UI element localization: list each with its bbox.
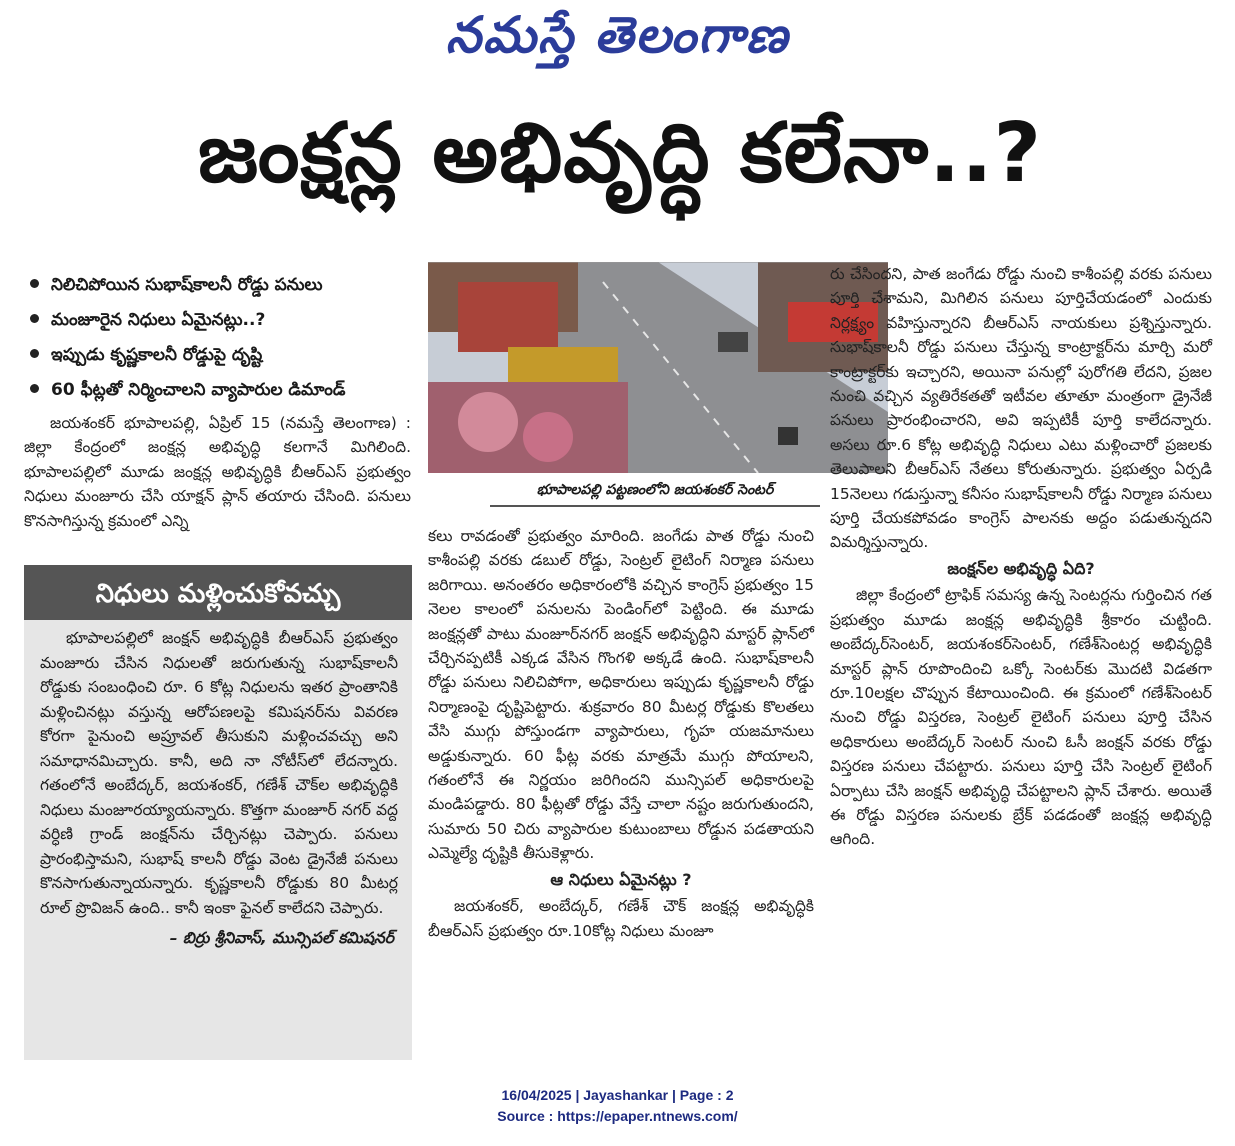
bullet-text: 60 ఫీట్లతో నిర్మించాలని వ్యాపారుల డిమాండ్ [51, 380, 346, 400]
page-footer [0, 1085, 1235, 1127]
photo-caption: భూపాలపల్లి పట్టణంలోని జయశంకర్ సెంటర్ [490, 482, 820, 507]
article-column-3 [830, 262, 1212, 852]
article-paragraph: రు చేసిందని, పాత జంగేడు రోడ్డు నుంచి కాశీంపల్లి వరకు పనులు పూర్తి చేశామని, మిగిలిన పనులు పూర్తిచేయడంలో ఎందుకు నిర్లక్ష్యం వహిస్తున్నారని బీఆర్‌ఎస్ నాయకులు ప్రశ్నిస్తున్నారు. సుభాష్‌కాలనీ రోడ్డు పనులు చేస్తున్న కాంట్రాక్టర్‌ను మార్చి మరో కాంట్రాక్టర్‌కు ఇచ్చారని, అయినా పనుల్లో పురోగతి లేదని, ప్రజల నుంచి వచ్చిన వ్యతిరేకతతో ఇటీవల తూతూ మంత్రంగా డ్రైనేజీ పనులు ప్రారంభించారని, అవి ఇప్పటికీ పూర్తి కాలేదన్నారు. అసలు రూ.6 కోట్ల అభివృద్ధి నిధులు ఎటు మళ్లించారో ప్రజలకు తెలుపాలని బీఆర్‌ఎస్ నేతలు కోరుతున్నారు. ప్రభుత్వం ఏర్పడి 15నెలలు గడుస్తున్నా కనీసం సుభాష్‌కాలనీ రోడ్డు నిర్మాణ పనులు పూర్తి చేయకపోవడం కాంగ్రెస్ పాలనకు అద్దం పడుతున్నదని విమర్శిస్తున్నారు. [830, 265, 1212, 552]
sidebar-box-title: నిధులు మళ్లించుకోవచ్చు [24, 568, 412, 620]
bullet-dot-icon [30, 349, 39, 358]
article-paragraph: జయశంకర్, అంబేద్కర్, గణేశ్ చౌక్ జంక్షన్ల అభివృద్ధికి బీఆర్‌ఎస్ ప్రభుత్వం రూ.10కోట్ల నిధులు మంజూ [428, 897, 814, 940]
bullet-item [22, 338, 422, 373]
bullet-list [22, 268, 422, 408]
sidebar-box-text: భూపాలపల్లిలో జంక్షన్ అభివృద్ధికి బీఆర్‌ఎస్ ప్రభుత్వం మంజూరు చేసిన నిధులతో జరుగుతున్న సుభాష్‌కాలనీ రోడ్డుకు సంబంధించి రూ. 6 కోట్ల నిధులను ఇతర ప్రాంతానికి మళ్లించినట్లు వస్తున్న ఆరోపణలపై కమిషనర్‌ను వివరణ కోరగా పైనుంచి అప్రూవల్ తీసుకుని మళ్లించవచ్చు అని సమాధానమిచ్చారు. కానీ, అది నా నోటీస్‌లో లేదన్నారు. గతంలోనే అంబేద్కర్, జయశంకర్, గణేశ్ చౌక్‌ల అభివృద్ధికి నిధులు మంజూరయ్యాయన్నారు. కొత్తగా మంజూర్ నగర్ వద్ద వర్ధిణి గ్రాండ్ జంక్షన్‌ను చేర్చినట్లు చెప్పారు. పనులు ప్రారంభిస్తామని, సుభాష్ కాలనీ రోడ్డు వెంట డ్రైనేజీ పనులు కొనసాగుతున్నాయన్నారు. కృష్ణకాలనీ రోడ్డుకు 80 మీటర్ల రూల్ ప్రొవిజన్ ఉంది.. కానీ ఇంకా ఫైనల్ కాలేదని చెప్పారు. [40, 629, 398, 917]
bullet-item [22, 373, 422, 408]
footer-date-line: 16/04/2025 | Jayashankar | Page : 2 [501, 1087, 734, 1103]
bullet-item [22, 303, 422, 338]
footer-source-line: Source : https://epaper.ntnews.com/ [497, 1108, 738, 1124]
bullet-dot-icon [30, 314, 39, 323]
article-column-1 [24, 411, 411, 533]
article-column-2 [428, 524, 814, 943]
bullet-text: నిలిచిపోయిన సుభాష్‌కాలనీ రోడ్డు పనులు [51, 275, 323, 295]
sidebar-box [24, 565, 412, 1060]
sidebar-box-body [24, 620, 412, 951]
bullet-dot-icon [30, 279, 39, 288]
article-subheading: జంక్షన్‌ల అభివృద్ధి ఏది? [947, 558, 1095, 578]
bullet-dot-icon [30, 384, 39, 393]
news-photo [428, 262, 888, 473]
bullet-text: మంజూరైన నిధులు ఏమైనట్లు..? [51, 310, 266, 330]
bullet-item [22, 268, 422, 303]
sidebar-box-signature: – బిర్రు శ్రీనివాస్, మున్సిపల్ కమిషనర్ [169, 929, 394, 947]
article-paragraph: జిల్లా కేంద్రంలో ట్రాఫిక్ సమస్య ఉన్న సెంటర్లను గుర్తించిన గత ప్రభుత్వం మూడు జంక్షన్ల అభివృద్ధికి శ్రీకారం చుట్టింది. అంబేద్కర్‌సెంటర్, జయశంకర్‌సెంటర్, గణేశ్‌సెంటర్ల అభివృద్ధికి మాస్టర్ ప్లాన్ రూపొందించి ఒక్కో సెంటర్‌కు మొదటి విడతగా రూ.10లక్షల చొప్పున కేటాయించింది. ఈ క్రమంలో గణేశ్‌సెంటర్ నుంచి రోడ్డు విస్తరణ, సెంట్రల్ లైటింగ్ పనులు పూర్తి చేసిన అధికారులు అంబేద్కర్ సెంటర్ నుంచి ఓసీ జంక్షన్ వరకు రోడ్డు విస్తరణ పనులు చేపట్టారు. పనులు పూర్తి చేసి సెంట్రల్ లైటింగ్ ఏర్పాటు చేసి జంక్షన్ అభివృద్ధి చేపట్టాలని ప్లాన్ చేశారు. అయితే ఈ రోడ్డు విస్తరణ పనులకు బ్రేక్ పడడంతో జంక్షన్ల అభివృద్ధి ఆగింది. [830, 586, 1212, 849]
headline: జంక్షన్ల అభివృద్ధి కలేనా..? [197, 106, 1043, 201]
article-intro: జయశంకర్ భూపాలపల్లి, ఏప్రిల్ 15 (నమస్తే తెలంగాణ) : జిల్లా కేంద్రంలో జంక్షన్ల అభివృద్ధి కలగానే మిగిలింది. భూపాలపల్లిలో మూడు జంక్షన్ల అభివృద్ధికి బీఆర్‌ఎస్ ప్రభుత్వం నిధులు మంజూరు చేసి యాక్షన్ ప్లాన్ తయారు చేసింది. పనులు కొనసాగిస్తున్న క్రమంలో ఎన్ని [24, 414, 411, 530]
masthead-logo: నమస్తే తెలంగాణ [445, 6, 790, 64]
article-subheading: ఆ నిధులు ఏమైనట్లు ? [550, 869, 692, 889]
bullet-text: ఇప్పుడు కృష్ణకాలనీ రోడ్డుపై దృష్టి [51, 345, 263, 365]
article-paragraph: కలు రావడంతో ప్రభుత్వం మారింది. జంగేడు పాత రోడ్డు నుంచి కాశీంపల్లి వరకు డబుల్ రోడ్డు, సెంట్రల్ లైటింగ్ నిర్మాణ పనులు జరిగాయి. అనంతరం అధికారంలోకి వచ్చిన కాంగ్రెస్ ప్రభుత్వం 15 నెలల కాలంలో పనులను పెండింగ్‌లో పెట్టింది. ఈ మూడు జంక్షన్లతో పాటు మంజూర్‌నగర్ జంక్షన్ అభివృద్ధిని మాస్టర్ ప్లాన్‌లో చేర్చినప్పటికీ ఎక్కడ వేసిన గొంగళి అక్కడే ఉంది. సుభాష్‌కాలనీ రోడ్డు పనులు నిలిచిపోగా, అధికారులు ఇప్పుడు కృష్ణకాలనీ రోడ్డు నిర్మాణంపై దృష్టిపెట్టారు. శుక్రవారం 80 మీటర్ల రోడ్డుకు కొలతలు వేసి ముగ్గు పోస్తుండగా వ్యాపారులు, గృహ యజమానులు అడ్డుకున్నారు. 60 ఫీట్ల వరకు మాత్రమే ముగ్గు పోయాలని, గతంలోనే ఈ నిర్ణయం జరిగిందని మున్సిపల్ అధికారులపై మండిపడ్డారు. 80 ఫీట్లతో రోడ్డు వేస్తే చాలా నష్టం జరుగుతుందని, సుమారు 50 చిరు వ్యాపారుల కుటుంబాలు రోడ్డున పడతాయని ఎమ్మెల్యే దృష్టికి తీసుకెళ్లారు. [428, 527, 814, 863]
street-scene-image [428, 262, 888, 473]
